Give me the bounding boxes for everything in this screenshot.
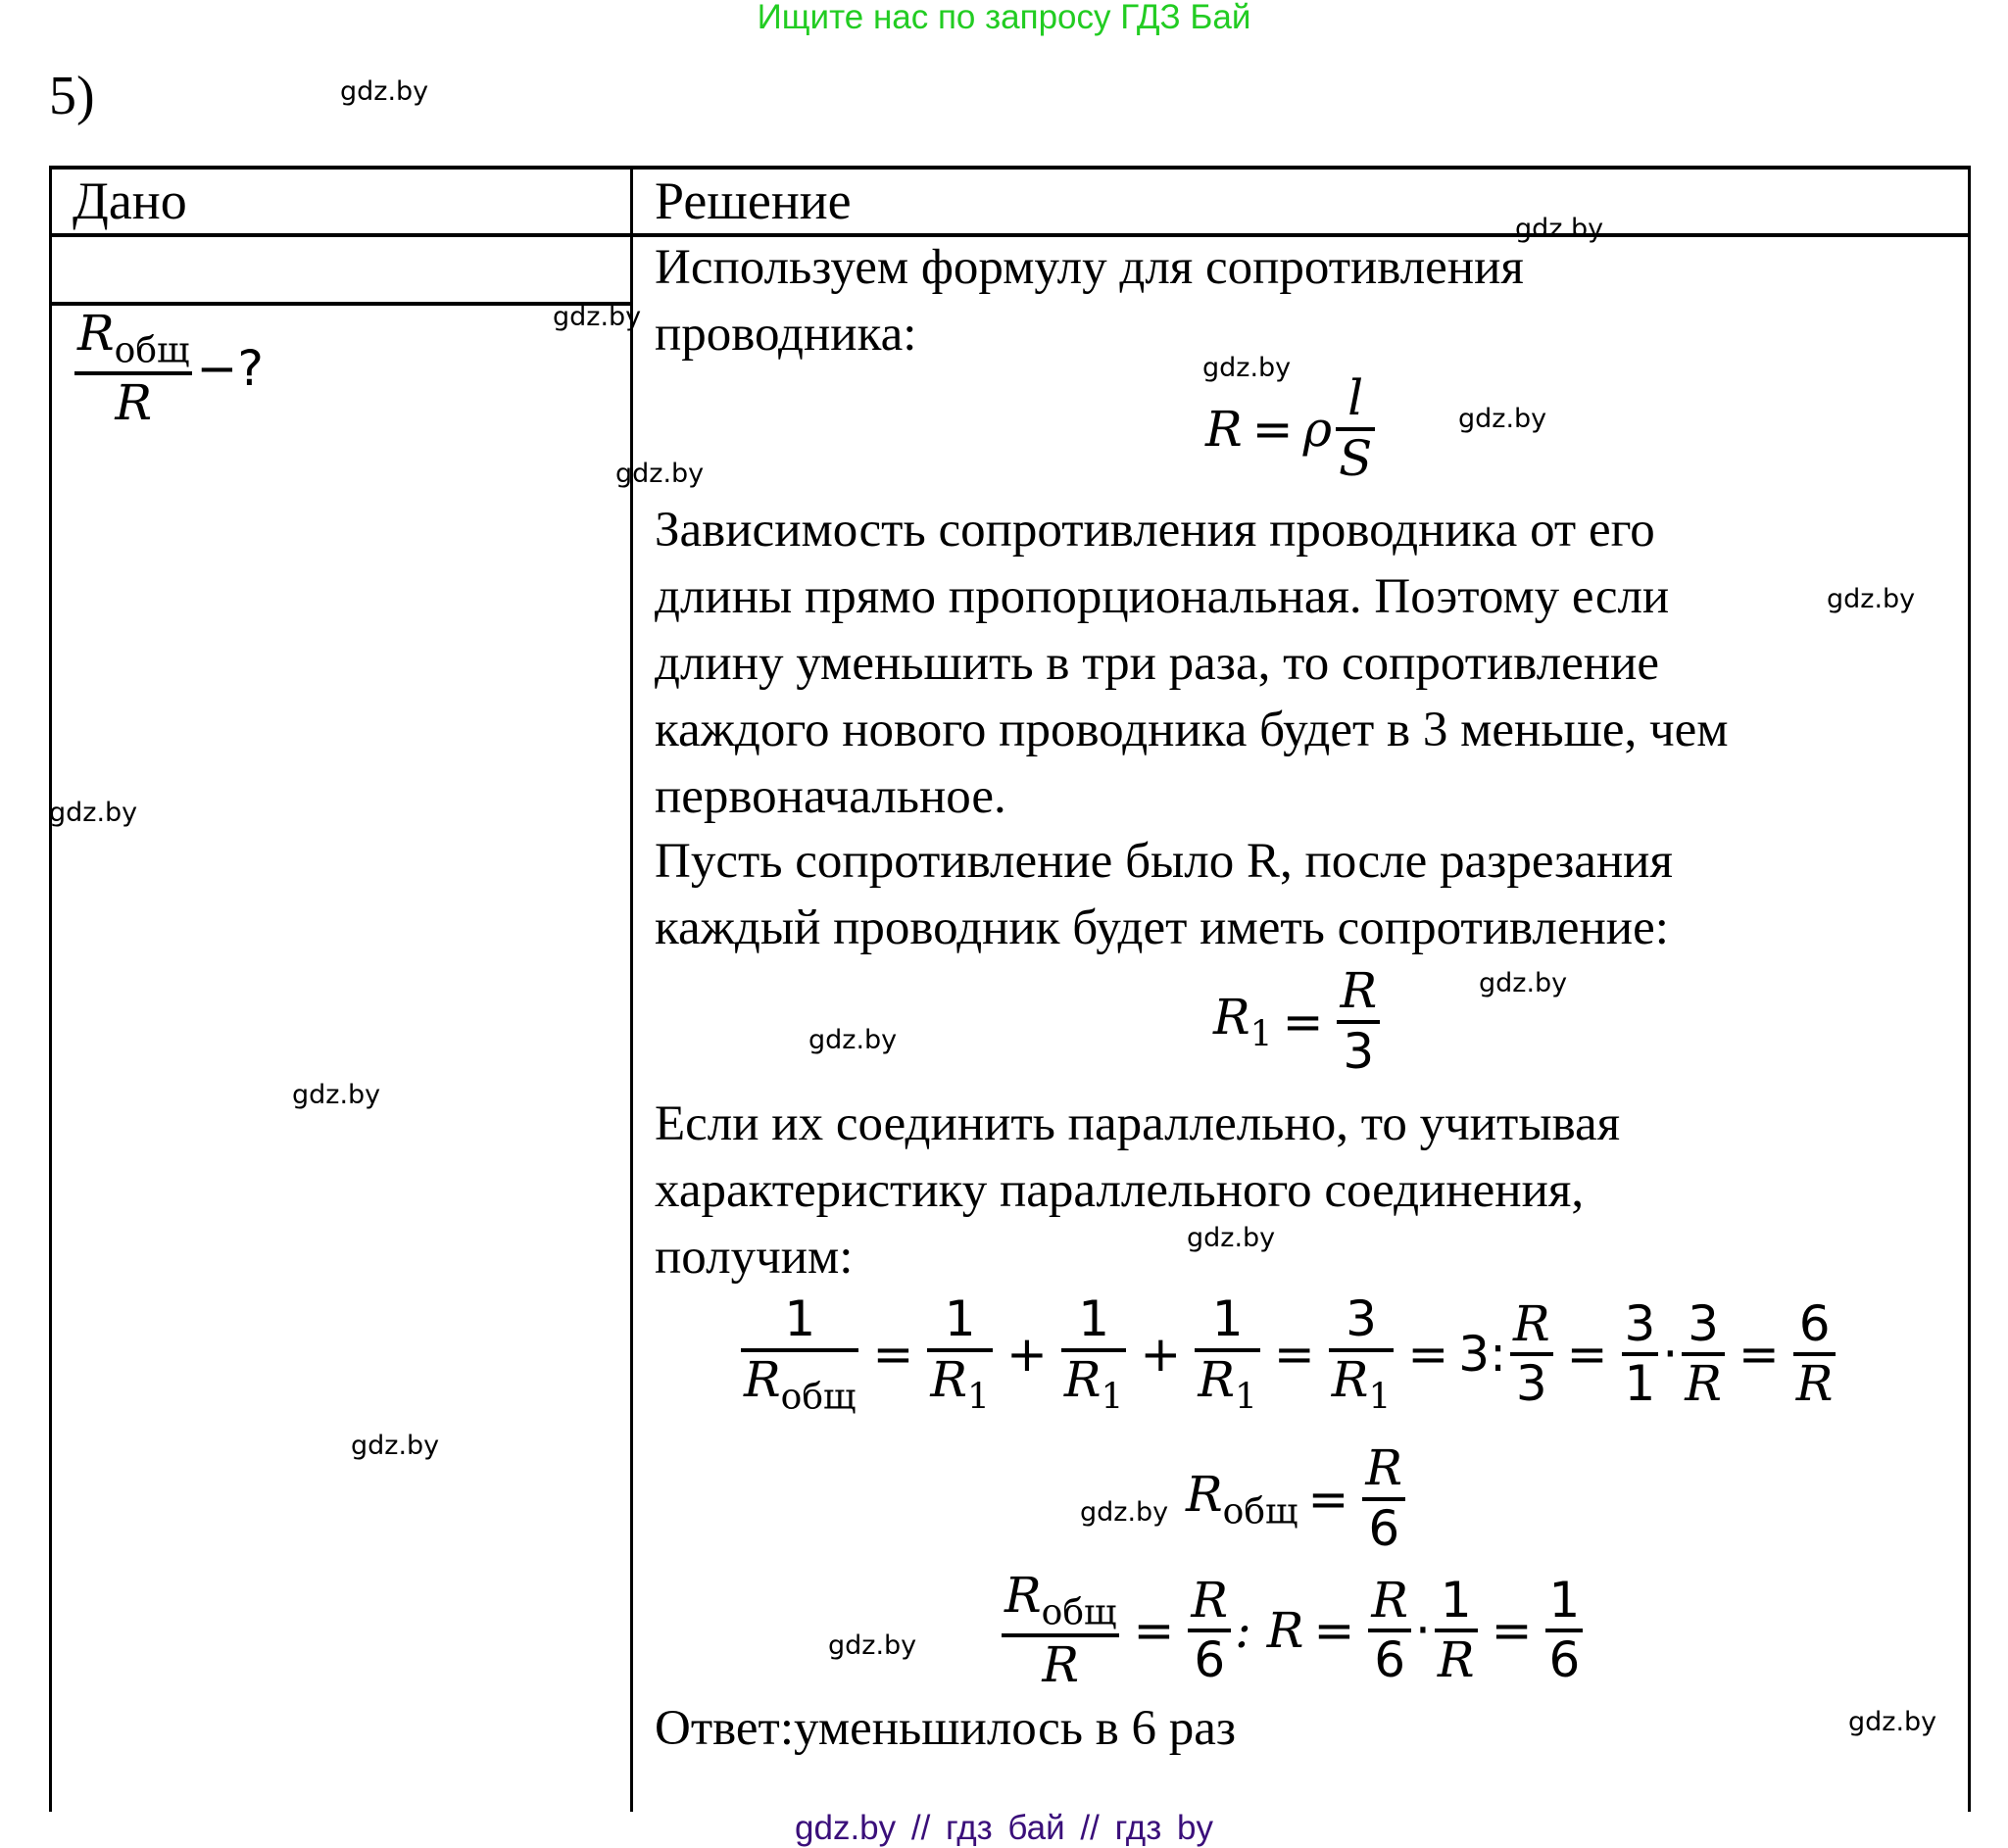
header-given: Дано (73, 171, 187, 230)
formula-ratio: $\frac{R_{общ}}{R}$ = $\frac{R}{6}$ : R = $\frac{R}{6}$ · $\frac{1}{R}$ = $\frac{1}{6}$ (998, 1568, 1587, 1693)
table-left-border (49, 166, 52, 1812)
para2-line-1: Пусть сопротивление было R, после разрезания (655, 834, 1673, 889)
para1-line-4: каждого нового проводника будет в 3 меньше, чем (655, 703, 1729, 757)
intro-line-1: Используем формулу для сопротивления (655, 240, 1524, 295)
watermark: gdz.by (828, 1630, 917, 1661)
find-quantity (71, 306, 264, 431)
watermark: gdz.by (1080, 1497, 1169, 1528)
watermark: gdz.by (808, 1025, 898, 1055)
formula-r1: $R_1$ = $\frac{R}{3}$ (1213, 963, 1384, 1080)
problem-number: 5) (49, 66, 95, 126)
watermark: gdz.by (351, 1431, 440, 1461)
watermark: gdz.by (340, 76, 429, 107)
watermark: gdz.by (292, 1080, 381, 1110)
para1-line-2: длины прямо пропорциональная. Поэтому если (655, 569, 1670, 624)
watermark: gdz.by (1827, 584, 1916, 614)
para1-line-1: Зависимость сопротивления проводника от его (655, 503, 1655, 558)
table-right-border (1968, 166, 1971, 1812)
watermark: gdz.by (1202, 353, 1292, 383)
para3-line-1: Если их соединить параллельно, то учитывая (655, 1096, 1621, 1151)
find-fraction: $\frac{R_{общ}}{R}$ (74, 306, 192, 431)
watermark: gdz.by (553, 302, 642, 332)
find-question: −? (196, 340, 264, 398)
para1-line-3: длину уменьшить в три раза, то сопротивление (655, 636, 1660, 691)
formula-parallel: $\frac{1}{R_{общ}}$ = $\frac{1}{R_1}$ + $\frac{1}{R_1}$ + $\frac{1}{R_1}$ = $\frac{3}{R_1}$ = 3: $\frac{R}{3}$ = $\frac{3}{1}$ · $\frac{3}{R}$ = $\frac{6}{R}$ (737, 1291, 1839, 1417)
watermark: gdz.by (1479, 968, 1568, 998)
table-column-divider (630, 166, 633, 1812)
watermark: gdz.by (49, 798, 138, 828)
para2-line-2: каждый проводник будет иметь сопротивление: (655, 900, 1669, 955)
formula-resistance: R = ρ $\frac{l}{S}$ (1205, 370, 1379, 487)
para1-line-5: первоначальное. (655, 769, 1006, 824)
search-banner: Ищите нас по запросу ГДЗ Бай (757, 0, 1251, 36)
header-solution: Решение (655, 171, 852, 230)
watermark: gdz.by (1458, 404, 1547, 434)
formula-rtotal: $R_{общ}$ = $\frac{R}{6}$ (1186, 1440, 1409, 1557)
answer: Ответ:уменьшилось в 6 раз (655, 1701, 1237, 1756)
footer-links: gdz.by // гдз бай // гдз by (795, 1809, 1213, 1847)
watermark: gdz.by (1515, 214, 1604, 244)
watermark: gdz.by (1187, 1223, 1276, 1253)
para3-line-2: характеристику параллельного соединения, (655, 1163, 1585, 1218)
intro-line-2: проводника: (655, 307, 917, 362)
para3-line-3: получим: (655, 1230, 854, 1285)
table-top-border (49, 166, 1971, 170)
table-header-divider (49, 233, 1971, 237)
watermark: gdz.by (615, 459, 705, 489)
watermark: gdz.by (1848, 1707, 1937, 1737)
